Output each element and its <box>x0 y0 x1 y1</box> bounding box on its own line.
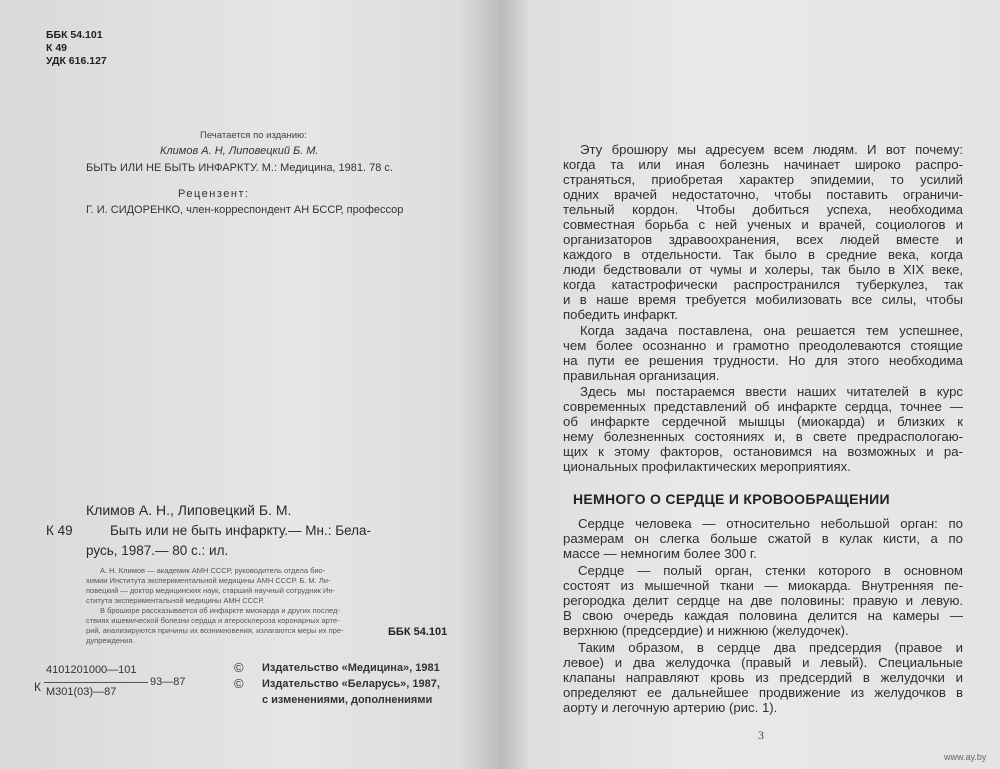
page-number: 3 <box>758 728 764 742</box>
intro-line: Здесь мы постараемся ввести наших читателей в курс <box>580 384 963 399</box>
intro-line: чем более осознанно и грамотно преодолеваются стоящие <box>563 338 963 353</box>
k-code: К 49 <box>46 42 68 54</box>
copyright-line3: с изменениями, дополнениями <box>262 694 433 706</box>
section-line: аорту и легочную артерию (рис. 1). <box>563 700 778 715</box>
section-line: клапаны направляют кровь из предсердий в желудочки и <box>563 670 963 685</box>
copyright-line2: Издательство «Беларусь», 1987, <box>262 678 440 690</box>
catalog-note: дупреждения. <box>86 636 135 645</box>
intro-line: каждого в отдельности. Так было в средние века, когда <box>563 247 963 262</box>
catalog-authors: Климов А. Н., Липовецкий Б. М. <box>86 502 292 518</box>
copyright-symbol: © <box>234 660 244 675</box>
section-line: Сердце — полый орган, стенки которого в основном <box>578 563 963 578</box>
catalog-note: повецкий — доктор медицинских наук, старший научный сотрудник Ин- <box>86 586 336 595</box>
section-line: определяют ее дальнейшее продвижение из желудочков в <box>563 685 963 700</box>
fraction-line <box>44 682 148 683</box>
intro-line: люди бедствовали от чумы и холеры, так было в XIX веке, <box>563 262 963 277</box>
copyright-line1: Издательство «Медицина», 1981 <box>262 662 440 674</box>
intro-line: нему болезненных состояниях и, в свете предраспологаю- <box>563 429 963 444</box>
intro-line: тельный кордон. Чтобы добиться успеха, необходима <box>563 202 963 217</box>
intro-line: циональных профилактических мероприятиях. <box>563 459 851 474</box>
intro-line: и в наше время требуется мобилизовать все силы, чтобы <box>563 292 963 307</box>
section-line: В свою очередь каждая половина делится на камеры — <box>563 608 963 623</box>
reviewer-label: Рецензент: <box>178 188 250 200</box>
intro-line: Эту брошюру мы адресуем всем людям. И вот почему: <box>580 142 963 157</box>
intro-line: на пути ее решения трудности. Но для этого необходима <box>563 353 963 368</box>
order-code-k: К <box>34 680 41 694</box>
intro-line: организаторов здравоохранения, всех людей вместе и <box>563 232 963 247</box>
source-title: БЫТЬ ИЛИ НЕ БЫТЬ ИНФАРКТУ. М.: Медицина, 1981. 78 с. <box>86 162 393 174</box>
section-line: состоят из мышечной ткани — миокарда. Внутренняя пе- <box>563 578 963 593</box>
intro-line: Когда задача поставлена, она решается тем успешнее, <box>580 323 963 338</box>
intro-line: щих к этому факторов, остановимся на возможных и ра- <box>563 444 963 459</box>
catalog-note: химии Института экспериментальной медицины АМН СССР. Б. М. Ли- <box>86 576 331 585</box>
intro-line: современных представлений об инфаркте сердца, точнее — <box>563 399 963 414</box>
reviewer: Г. И. СИДОРЕНКО, член-корреспондент АН БССР, профессор <box>86 204 404 216</box>
intro-line: совместная борьба с ней ученых и врачей, социологов и <box>563 217 963 232</box>
catalog-note: В брошюре рассказывается об инфаркте миокарда и других послед- <box>100 606 340 615</box>
section-line: левое) и два желудочка (правый и левый). Специальные <box>563 655 963 670</box>
section-line: Сердце человека — относительно небольшой орган: по <box>578 516 963 531</box>
source-label: Печатается по изданию: <box>200 130 307 141</box>
section-line: размерам он слегка больше сжатой в кулак кисти, а по <box>563 531 963 546</box>
section-heading: НЕМНОГО О СЕРДЦЕ И КРОВООБРАЩЕНИИ <box>573 491 890 507</box>
order-code-top: 4101201000—101 <box>46 664 137 676</box>
section-line: регородка делит сердце на две половины: правую и левую. <box>563 593 963 608</box>
bbk-code: ББК 54.101 <box>46 29 103 41</box>
order-code-bottom: М301(03)—87 <box>46 686 117 698</box>
section-line: массе — немногим более 300 г. <box>563 546 757 561</box>
copyright-symbol: © <box>234 676 244 691</box>
catalog-title-line1: Быть или не быть инфаркту.— Мн.: Бела- <box>110 523 372 538</box>
section-line: Таким образом, в сердце два предсердия (правое и <box>578 640 963 655</box>
intro-line: одних врачей недостаточно, чтобы поставить ограничи- <box>563 187 963 202</box>
catalog-note: ститута экспериментальной медицины АМН СССР. <box>86 596 265 605</box>
catalog-note: А. Н. Климов — академик АМН СССР, руководитель отдела био- <box>100 566 326 575</box>
order-code-suffix: 93—87 <box>150 676 186 688</box>
udk-code: УДК 616.127 <box>46 55 107 67</box>
catalog-note: ствиях ишемической болезни сердца и атеросклероза коронарных арте- <box>86 616 340 625</box>
catalog-code: К 49 <box>46 523 73 538</box>
catalog-note: рий, анализируются причины их возникновения, излагаются меры их пре- <box>86 626 344 635</box>
intro-line: об инфаркте сердечной мышцы (миокарда) и близких к <box>563 414 963 429</box>
intro-line: победить инфаркт. <box>563 307 678 322</box>
catalog-title-line2: русь, 1987.— 80 с.: ил. <box>86 543 229 558</box>
watermark: www.ay.by <box>944 752 987 762</box>
intro-line: когда та или иная болезнь начинает широко распро- <box>563 157 963 172</box>
intro-line: когда катастрофически распространился туберкулез, так <box>563 277 963 292</box>
intro-line: правильная организация. <box>563 368 720 383</box>
intro-line: страняться, приобретая характер эпидемии, то усилий <box>563 172 963 187</box>
source-authors: Климов А. Н, Липовецкий Б. М. <box>160 145 319 157</box>
section-line: верхнюю (предсердие) и нижнюю (желудочек). <box>563 623 849 638</box>
catalog-bbk: ББК 54.101 <box>388 626 448 638</box>
